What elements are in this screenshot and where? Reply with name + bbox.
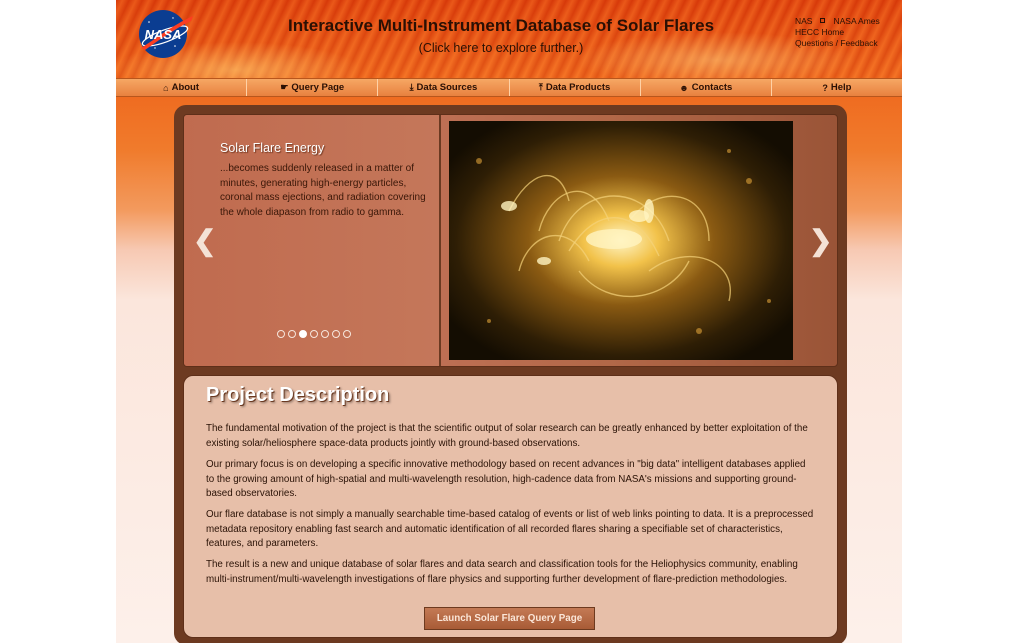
site-header (116, 0, 902, 78)
page (116, 0, 902, 643)
carousel-dot[interactable] (332, 330, 340, 338)
top-link-nas[interactable]: NAS (795, 16, 813, 26)
carousel-next-chevron-right-icon[interactable]: ❯ (809, 225, 833, 256)
carousel-dot[interactable] (310, 330, 318, 338)
carousel-dot-active[interactable] (299, 330, 307, 338)
nav-label: Data Sources (416, 82, 478, 93)
project-description-panel (183, 375, 838, 638)
person-icon: ☻ (679, 82, 689, 93)
solar-flare-image (449, 121, 793, 360)
nav-label: Data Products (545, 82, 611, 93)
project-paragraph: The result is a new and unique database of solar flares and data search and classification tools for the Heliophysics community, enabling multi-instrument/multi-wavelength investigations of flare physics and supporting further development of flare-prediction methodologies. (206, 559, 798, 585)
carousel-dot[interactable] (277, 330, 285, 338)
carousel-dot[interactable] (321, 330, 329, 338)
nav-item-query-page[interactable] (247, 79, 378, 96)
nasa-logo-text: NASA (144, 27, 182, 42)
separator-square-icon (820, 18, 825, 23)
main-content-frame (174, 105, 847, 643)
home-icon: ⌂ (163, 82, 169, 93)
slide-title: Solar Flare Energy (220, 141, 325, 155)
nav-item-data-products[interactable] (510, 79, 641, 96)
nav-item-about[interactable] (116, 79, 247, 96)
download-icon: ⤓ (409, 82, 414, 92)
site-subtitle[interactable]: (Click here to explore further.) (418, 41, 584, 55)
top-link-hecc-home[interactable]: HECC Home (795, 27, 845, 37)
question-icon: ? (822, 82, 828, 93)
nav-label: Contacts (691, 82, 733, 93)
upload-icon: ⤒ (538, 82, 543, 92)
nav-label: Help (830, 82, 852, 93)
carousel-prev-chevron-left-icon[interactable]: ❮ (193, 225, 217, 256)
top-link-questions-feedback[interactable]: Questions / Feedback (795, 38, 878, 48)
top-link-nasa-ames[interactable]: NASA Ames (833, 16, 880, 26)
nasa-logo[interactable] (135, 8, 195, 60)
carousel-dot[interactable] (343, 330, 351, 338)
hand-icon: ☛ (280, 82, 289, 92)
nav-label: About (171, 82, 200, 93)
main-nav (116, 78, 902, 97)
slide-caption-panel (184, 115, 441, 367)
slide-body: ...becomes suddenly released in a matter of minutes, generating high-energy particles, coronal mass ejections, and radiation covering the whole diapason from radio to gamma. (220, 163, 426, 218)
project-paragraph: The fundamental motivation of the project is that the scientific output of solar research can be greatly enhanced by better exploitation of the existing solar/heliosphere space-data products jointly with ground-based observations. (206, 423, 808, 449)
project-title: Project Description (206, 384, 390, 406)
project-paragraph: Our primary focus is on developing a specific innovative methodology based on recent advances in "big data" intelligent databases applied to the growing amount of high-spatial and multi-wavelength resolution, high-cadence data from NASA's missions and supporting ground-based observatories. (206, 459, 806, 499)
carousel-dot[interactable] (288, 330, 296, 338)
project-paragraph: Our flare database is not simply a manually searchable time-based catalog of events or list of web links pointing to data. It is a preprocessed metadata repository enabling fast search and automatic identification of all recorded flares sharing a specifiable set of characteristics, features, and parameters. (206, 509, 814, 549)
nav-item-help[interactable] (772, 79, 902, 96)
top-links (795, 16, 880, 49)
carousel-indicators (277, 330, 351, 338)
nav-item-data-sources[interactable] (378, 79, 509, 96)
launch-query-page-button[interactable]: Launch Solar Flare Query Page (424, 607, 595, 630)
site-title[interactable]: Interactive Multi-Instrument Database of Solar Flares (287, 16, 715, 35)
nav-item-contacts[interactable] (641, 79, 772, 96)
nav-label: Query Page (291, 82, 345, 93)
image-carousel (183, 114, 838, 367)
